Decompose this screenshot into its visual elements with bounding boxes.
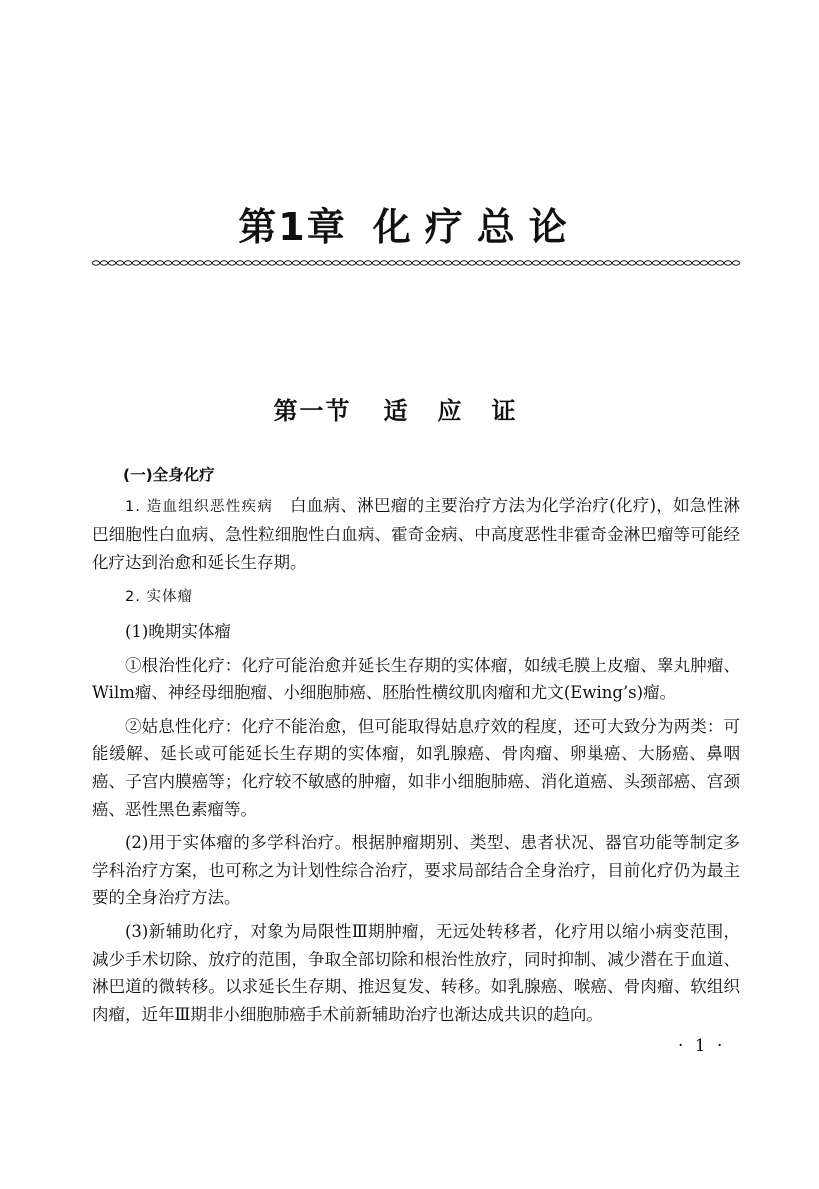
section-name: 适应证 [383,396,546,425]
item1-body: 白血病、淋巴瘤的主要治疗方法为化学治疗(化疗)，如急性淋巴细胞性白血病、急性粒细胞性白血病、霍奇金病、中高度恶性非霍奇金淋巴瘤等可能经化疗达到治愈和延长生存期。 [92,495,741,572]
item2-title: 2. 实体瘤 [125,589,193,606]
page-number: · 1 · [678,1036,726,1056]
chapter-title [0,196,819,251]
item1-title: 1. 造血组织恶性疾病 [125,498,274,515]
body-text [92,462,740,1028]
paragraph-sub2: (2)用于实体瘤的多学科治疗。根据肿瘤期别、类型、患者状况、器官功能等制定多学科治疗方案，也可称之为计划性综合治疗，要求局部结合全身治疗，目前化疗仍为最主要的全身治疗方法。 [92,833,740,908]
paragraph-item1 [92,492,740,577]
paragraph-sub1-p1: ①根治性化疗：化疗可能治愈并延长生存期的实体瘤，如绒毛膜上皮瘤、睾丸肿瘤、Wilm瘤、神经母细胞瘤、小细胞肺癌、胚胎性横纹肌肉瘤和尤文(Ewing’s)瘤。 [92,655,740,703]
ornament-divider [92,257,740,269]
paragraph-sub1-p2: ②姑息性化疗：化疗不能治愈，但可能取得姑息疗效的程度，还可大致分为两类：可能缓解、延长或可能延长生存期的实体瘤，如乳腺癌、骨肉瘤、卵巢癌、大肠癌、鼻咽癌、子宫内膜癌等；化疗较不敏感的肿瘤，如非小细胞肺癌、消化道癌、头颈部癌、宫颈癌、恶性黑色素瘤等。 [92,716,740,819]
subheading-general: (一)全身化疗 [123,466,215,484]
paragraph-sub1-title: (1)晚期实体瘤 [125,621,231,641]
chapter-number: 第1章 [238,205,347,249]
section-label: 第一节 [273,396,352,425]
paragraph-item2 [92,582,740,612]
chapter-name: 化疗总论 [372,205,581,249]
section-title [0,391,819,426]
paragraph-sub3: (3)新辅助化疗，对象为局限性Ⅲ期肿瘤，无远处转移者，化疗用以缩小病变范围，减少手术切除、放疗的范围，争取全部切除和根治性放疗，同时抑制、减少潜在于血道、淋巴道的微转移。以求延长生存期、推迟复发、转移。如乳腺癌、喉癌、骨肉瘤、软组织肉瘤，近年Ⅲ期非小细胞肺癌手术前新辅助治疗也渐达成共识的趋向。 [92,921,740,1024]
